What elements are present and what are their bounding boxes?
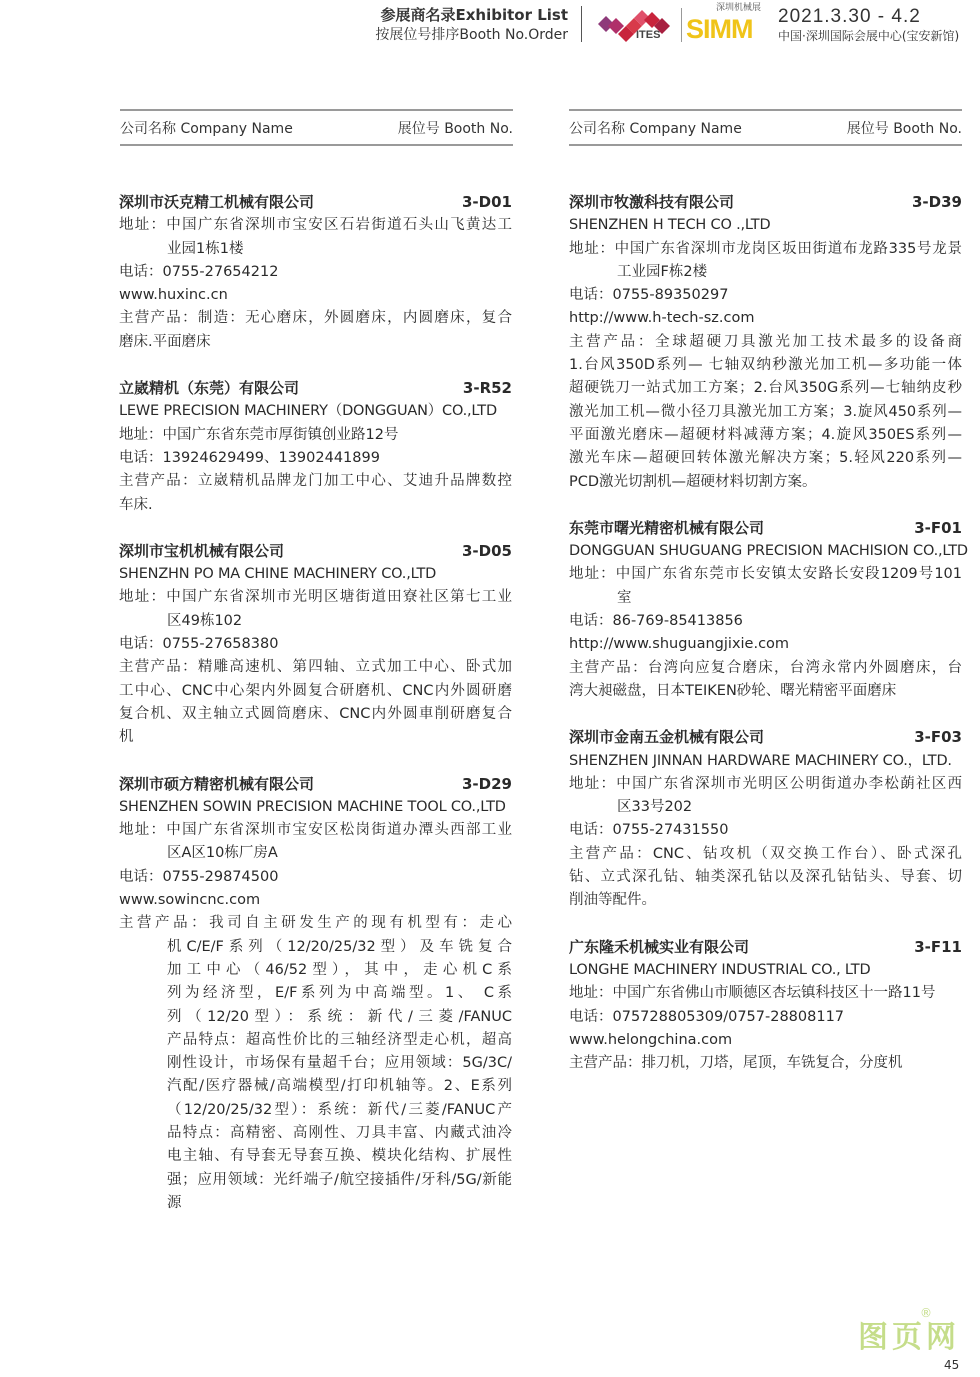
header-title: 参展商名录Exhibitor List <box>380 6 568 24</box>
entry-heading <box>119 377 512 400</box>
company-name: 深圳市牧激科技有限公司 <box>569 193 735 211</box>
products-line: 强；应用领域：光纤端子/航空接插件/牙科/5G/新能 <box>167 1171 512 1188</box>
exhibitor-entry <box>569 726 962 912</box>
products-line: 复合机、双主轴立式圆筒磨床、CNC内外圆車削研磨复合 <box>119 705 512 722</box>
exhibitor-entry <box>119 540 512 750</box>
products-line: PCD激光切割机—超硬材料切割方案。 <box>569 473 817 490</box>
registered-mark-icon: ® <box>920 1306 932 1320</box>
booth-number: 3-F01 <box>914 518 962 537</box>
booth-number: 3-D05 <box>462 541 512 560</box>
products-line: 主营产品：制造：无心磨床，外圆磨床，内圆磨床，复合 <box>119 310 512 327</box>
header-divider <box>581 6 582 42</box>
address-line: 地址：中国广东省深圳市光明区塘街道田寮社区第七工业 <box>119 589 512 606</box>
booth-no-header: 展位号 Booth No. <box>397 120 513 137</box>
entry-heading <box>569 191 962 214</box>
phone-line: 电话：0755-27658380 <box>119 636 279 653</box>
phone-line: 电话：0755-27431550 <box>569 822 729 839</box>
products-line: 湾大昶磁盘，日本TEIKEN砂轮、曙光精密平面磨床 <box>569 682 897 699</box>
products-line: 主营产品：CNC、钻攻机（双交换工作台）、卧式深孔 <box>569 845 962 862</box>
products-line: 汽配/医疗器械/高端模型/打印机轴等。2、E系列 <box>167 1078 512 1095</box>
company-name-header: 公司名称 Company Name <box>120 120 293 137</box>
address-line: 室 <box>617 589 632 606</box>
exhibitor-entry <box>569 936 962 1076</box>
address-line: 业园1栋1楼 <box>167 240 244 257</box>
products-line: 加工中心（46/52型），其中，走心机C系 <box>167 961 512 978</box>
booth-number: 3-F03 <box>914 728 962 747</box>
products-line: 车床. <box>119 496 153 513</box>
website-link[interactable]: www.huxinc.cn <box>119 287 228 304</box>
products-line: 钻、立式深孔钻、轴类深孔钻以及深孔钻钻头、导套、切 <box>569 869 962 886</box>
products-line: 主营产品：全球超硬刀具激光加工技术最多的设备商 <box>569 333 962 350</box>
address-line: 区A区10栋厂房A <box>167 845 278 862</box>
address-line: 区33号202 <box>617 799 693 816</box>
address-line: 地址：中国广东省深圳市宝安区松岗街道办潭头西部工业 <box>119 822 512 839</box>
ites-logo-text: ITES <box>636 29 661 41</box>
exhibitor-entry <box>119 191 512 354</box>
company-english-name: SHENZHEN H TECH CO .,LTD <box>569 217 771 234</box>
products-line: 品特点：高精密、高刚性、刀具丰富、内藏式油冷 <box>167 1124 512 1141</box>
company-english-name: SHENZHN PO MA CHINE MACHINERY CO.,LTD <box>119 566 437 583</box>
phone-line: 电话：0755-89350297 <box>569 287 729 304</box>
address-line: 工业园F栋2楼 <box>617 263 708 280</box>
header-text <box>375 5 568 45</box>
column-header-right <box>569 109 962 146</box>
company-name: 广东隆禾机械实业有限公司 <box>569 937 750 956</box>
website-link[interactable]: http://www.shuguangjixie.com <box>569 636 790 653</box>
website-link[interactable]: www.helongchina.com <box>569 1031 733 1048</box>
products-line: 激光车床—超硬回转体激光解决方案；5.轻风220系列— <box>569 450 962 467</box>
address-line: 区49栋102 <box>167 612 243 629</box>
products-line: 机C/E/F系列（12/20/25/32型）及车铣复合 <box>167 938 512 955</box>
logo-divider <box>681 8 682 42</box>
entry-heading <box>569 726 962 749</box>
products-line: 工中心、CNC中心架内外圆复合研磨机、CNC内外圆研磨 <box>119 682 512 699</box>
company-name-header: 公司名称 Company Name <box>569 120 742 137</box>
company-name: 深圳市硕方精密机械有限公司 <box>119 774 315 793</box>
company-name: 立崴精机（东莞）有限公司 <box>119 379 300 398</box>
company-name: 深圳市金南五金机械有限公司 <box>569 728 765 747</box>
address-line: 地址：中国广东省深圳市光明区公明街道办李松蓢社区西 <box>569 775 962 792</box>
address-line: 地址：中国广东省深圳市龙岗区坂田街道布龙路335号龙景 <box>569 240 962 257</box>
company-english-name: DONGGUAN SHUGUANG PRECISION MACHISION CO.,LTD <box>569 543 968 560</box>
products-line: 磨床.平面磨床 <box>119 333 211 350</box>
event-venue: 中国·深圳国际会展中心(宝安新馆) <box>778 29 960 43</box>
products-line: 削油等配件。 <box>569 892 656 909</box>
phone-line: 电话：075728805309/0757-28808117 <box>569 1008 845 1025</box>
entry-heading <box>119 773 512 796</box>
exhibitor-entry <box>569 191 962 494</box>
products-line: 主营产品：精雕高速机、第四轴、立式加工中心、卧式加 <box>119 659 512 676</box>
booth-number: 3-F11 <box>914 937 962 956</box>
products-line: 激光加工机—微小径刀具激光加工方案；3.旋风450系列— <box>569 403 962 420</box>
company-english-name: LONGHE MACHINERY INDUSTRIAL CO., LTD <box>569 961 871 978</box>
website-link[interactable]: www.sowincnc.com <box>119 892 261 909</box>
exhibitor-column-left <box>119 191 512 1238</box>
products-line: 平面激光磨床—超硬材料减薄方案；4.旋风350ES系列— <box>569 426 962 443</box>
company-name: 东莞市曙光精密机械有限公司 <box>569 518 765 537</box>
products-line: 1.台风350D系列— 七轴双纳秒激光加工机—多功能一体 <box>569 357 962 374</box>
products-line: 超硬铣刀一站式加工方案；2.台风350G系列—七轴纳皮秒 <box>569 380 962 397</box>
address-line: 地址：中国广东省深圳市宝安区石岩街道石头山飞黄达工 <box>119 217 512 234</box>
company-english-name: SHENZHEN SOWIN PRECISION MACHINE TOOL CO.,LTD <box>119 798 506 815</box>
products-line: 主营产品：我司自主研发生产的现有机型有：走心 <box>119 915 512 932</box>
address-line: 地址：中国广东省佛山市顺德区杏坛镇科技区十一路11号 <box>569 985 936 1002</box>
exhibitor-entry <box>119 773 512 1216</box>
products-line: 列（12/20型）：系统：新代/三菱/FANUC <box>167 1008 512 1025</box>
watermark: 图页网 <box>858 1320 960 1355</box>
simm-logo: SIMM <box>686 14 753 44</box>
phone-line: 电话：0755-29874500 <box>119 868 279 885</box>
products-line: （12/20/25/32型）：系统：新代/三菱/FANUC产 <box>167 1101 512 1118</box>
company-english-name: SHENZHEN JINNAN HARDWARE MACHINERY CO.，LTD. <box>569 752 952 769</box>
products-line: 刚性设计，市场保有量超千台；应用领域：5G/3C/ <box>167 1055 512 1072</box>
products-line: 源 <box>167 1194 182 1211</box>
products-line: 主营产品：立崴精机品牌龙门加工中心、艾迪升品牌数控 <box>119 473 512 490</box>
company-english-name: LEWE PRECISION MACHINERY（DONGGUAN）CO.,LTD <box>119 403 497 420</box>
exhibitor-entry <box>569 517 968 703</box>
exhibitor-entry <box>119 377 512 517</box>
booth-number: 3-D39 <box>912 193 962 211</box>
phone-line: 电话：13924629499、13902441899 <box>119 449 380 466</box>
entry-heading <box>119 191 512 214</box>
booth-number: 3-R52 <box>462 379 512 398</box>
phone-line: 电话：86-769-85413856 <box>569 613 743 630</box>
entry-heading <box>119 540 512 563</box>
address-line: 地址：中国广东省东莞市厚街镇创业路12号 <box>119 426 399 443</box>
company-name: 深圳市宝机机械有限公司 <box>119 541 285 560</box>
products-line: 列为经济型，E/F系列为中高端型。1、 C系 <box>167 985 512 1002</box>
booth-number: 3-D29 <box>462 774 512 793</box>
header-subtitle: 按展位号排序Booth No.Order <box>375 27 568 43</box>
products-line: 主营产品：排刀机，刀塔，尾顶，车铣复合，分度机 <box>569 1055 903 1072</box>
company-name: 深圳市沃克精工机械有限公司 <box>119 193 315 211</box>
exhibitor-column-right <box>569 191 968 1098</box>
address-line: 地址：中国广东省东莞市长安镇太安路长安段1209号101 <box>569 566 962 583</box>
products-line: 主营产品：台湾向应复合磨床，台湾永常内外圆磨床，台 <box>569 659 962 676</box>
products-line: 电主轴、有导套无导套互换、模块化结构、扩展性 <box>167 1148 512 1165</box>
booth-no-header: 展位号 Booth No. <box>846 120 962 137</box>
entry-heading <box>569 936 962 959</box>
products-line: 产品特点：超高性价比的三轴经济型走心机，超高 <box>167 1031 512 1048</box>
event-date: 2021.3.30 - 4.2 <box>778 6 921 27</box>
phone-line: 电话：0755-27654212 <box>119 263 279 280</box>
booth-number: 3-D01 <box>462 193 512 211</box>
products-line: 机 <box>119 729 134 746</box>
website-link[interactable]: http://www.h-tech-sz.com <box>569 310 755 327</box>
entry-heading <box>569 517 962 540</box>
simm-logo-subtitle: 深圳机械展 <box>716 3 762 13</box>
page-number: 45 <box>944 1358 960 1372</box>
column-header-left <box>120 109 513 146</box>
